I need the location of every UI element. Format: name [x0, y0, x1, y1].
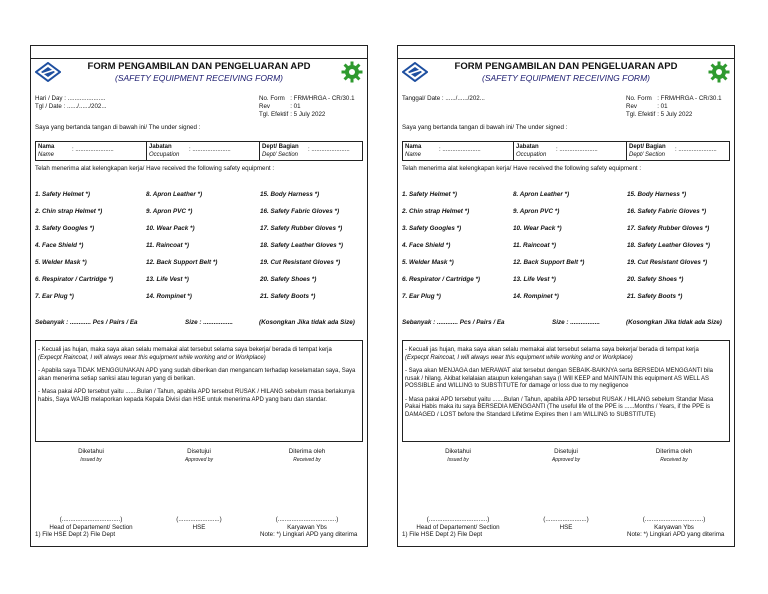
equipment-item[interactable]: 2. Chin strap Helmet *): [35, 208, 103, 215]
equipment-item[interactable]: 19. Cut Resistant Gloves *): [627, 259, 708, 266]
name-label: Nama Name: [405, 144, 422, 158]
signature-section: [35, 444, 363, 546]
equipment-item[interactable]: 19. Cut Resistant Gloves *): [260, 259, 341, 266]
equipment-item[interactable]: 12. Back Support Belt *): [146, 259, 218, 266]
date-fields[interactable]: [35, 95, 107, 111]
rev-value: : 01: [657, 103, 668, 110]
equipment-item[interactable]: 11. Raincoat *): [146, 242, 189, 249]
day-field[interactable]: Hari / Day : ......................: [35, 95, 106, 102]
signature-line[interactable]: [144, 516, 254, 532]
signature-column: [516, 448, 616, 463]
equipment-item[interactable]: 15. Body Harness *): [260, 191, 320, 198]
quantity-field[interactable]: Sebanyak : ............ Pcs / Pairs / Ea: [402, 319, 505, 326]
equipment-item[interactable]: 5. Welder Mask *): [402, 259, 454, 266]
date-field[interactable]: Tanggal/ Date : ....../....../202...: [402, 95, 485, 102]
form-subtitle: (SAFETY EQUIPMENT RECEIVING FORM): [482, 73, 650, 83]
size-note: (Kosongkan Jika tidak ada Size): [626, 319, 722, 326]
document-meta: [626, 95, 724, 119]
equipment-item[interactable]: 3. Safety Googles *): [402, 225, 462, 232]
document-meta: [259, 95, 357, 119]
equipment-item[interactable]: 1. Safety Helmet *): [35, 191, 90, 198]
company-logo-icon: [35, 62, 61, 82]
quantity-field[interactable]: Sebanyak : ............ Pcs / Pairs / Ea: [35, 319, 138, 326]
equipment-item[interactable]: 12. Back Support Belt *): [513, 259, 585, 266]
signature-label: Diterima oleh: [288, 448, 326, 455]
term-usage: - Apabila saya TIDAK MENGGUNAKAN APD yang sudah diberikan dan mengancam terhadap keselamatan saya, Saya akan menerima setiap sanksi atau teguran yang di berikan.: [38, 368, 356, 382]
dept-label: Dept/ Bagian Dept/ Section: [259, 142, 299, 161]
signature-dots: (..................................): [275, 516, 339, 523]
equipment-item[interactable]: 11. Raincoat *): [513, 242, 556, 249]
occupation-field[interactable]: : .......................: [556, 147, 598, 153]
signature-role: HSE: [192, 524, 206, 531]
occupation-label: Jabatan Occupation: [146, 142, 179, 161]
signature-column: [408, 448, 508, 463]
signature-sublabel: Approved by: [551, 457, 581, 463]
signature-section: [402, 444, 730, 546]
equipment-item[interactable]: 5. Welder Mask *): [35, 259, 87, 266]
gear-icon: [708, 61, 730, 83]
size-field[interactable]: Size : .................: [185, 319, 233, 326]
gear-icon: [341, 61, 363, 83]
no-form-value: : FRM/HRGA - CR/30.1: [290, 95, 355, 102]
header-rule: [31, 58, 367, 59]
rev-label: Rev: [259, 103, 271, 110]
effective-date-value: : 5 July 2022: [657, 111, 693, 118]
signature-column: [41, 448, 141, 463]
terms-box: [35, 340, 363, 442]
equipment-item[interactable]: 16. Safety Fabric Gloves *): [627, 208, 707, 215]
equipment-item[interactable]: 3. Safety Googles *): [35, 225, 95, 232]
company-logo-icon: [402, 62, 428, 82]
name-field[interactable]: : .......................: [72, 147, 114, 153]
equipment-item[interactable]: 10. Wear Pack *): [146, 225, 195, 232]
signature-dots: (..................................): [426, 516, 490, 523]
equipment-item[interactable]: 6. Respirator / Cartridge *): [35, 276, 114, 283]
equipment-item[interactable]: 16. Safety Fabric Gloves *): [260, 208, 340, 215]
equipment-item[interactable]: 18. Safety Leather Gloves *): [627, 242, 710, 249]
signature-sublabel: Issued by: [447, 457, 469, 463]
signature-label: Diterima oleh: [655, 448, 693, 455]
apd-form: [30, 45, 368, 547]
size-field[interactable]: Size : .................: [552, 319, 600, 326]
signature-sublabel: Approved by: [184, 457, 214, 463]
signature-label: Disetujui: [554, 448, 578, 455]
equipment-item[interactable]: 8. Apron Leather *): [146, 191, 203, 198]
form-title: FORM PENGAMBILAN DAN PENGELUARAN APD: [454, 61, 678, 72]
identity-table: [402, 141, 730, 161]
equipment-item[interactable]: 20. Safety Shoes *): [260, 276, 317, 283]
equipment-item[interactable]: 4. Face Shield *): [402, 242, 451, 249]
size-note: (Kosongkan Jika tidak ada Size): [259, 319, 355, 326]
equipment-item[interactable]: 20. Safety Shoes *): [627, 276, 684, 283]
effective-date-label: Tgl. Efektif: [626, 111, 656, 118]
signature-role: HSE: [559, 524, 573, 531]
equipment-item[interactable]: 17. Safety Rubber Gloves *): [260, 225, 343, 232]
signature-role: Karyawan Ybs: [287, 524, 327, 531]
equipment-item[interactable]: 1. Safety Helmet *): [402, 191, 457, 198]
identity-table: [35, 141, 363, 161]
signature-dots: (........................): [176, 516, 222, 523]
term-usage: - Saya akan MENJAGA dan MERAWAT alat tersebut dengan SEBAIK-BAIKNYA serta BERSEDIA MENGGANTI bila rusak / hilang. Akibat kelalaian ataupun kelengahan saya (I Will KEEP and MAINTAIN this equipment AS WELL AS POSSIBLE and WILLING to SUBSTITUTE for damage or loss due to my negligence: [405, 368, 714, 389]
signature-sublabel: Issued by: [80, 457, 102, 463]
signature-line[interactable]: [619, 516, 729, 532]
signature-label: Diketahui: [445, 448, 471, 455]
footer-note: Note: *) Lingkari APD yang diterima: [260, 531, 358, 538]
file-distribution: 1) File HSE Dept 2) File Dept: [402, 531, 483, 538]
equipment-item[interactable]: 2. Chin strap Helmet *): [402, 208, 470, 215]
signature-column: [149, 448, 249, 463]
signature-role: Karyawan Ybs: [654, 524, 694, 531]
occupation-label: Jabatan Occupation: [513, 142, 546, 161]
terms-box: [402, 340, 730, 442]
occupation-field[interactable]: : .......................: [189, 147, 231, 153]
equipment-item[interactable]: 21. Safety Boots *): [627, 293, 683, 300]
signature-column: [624, 448, 724, 463]
signature-line[interactable]: [511, 516, 621, 532]
effective-date-label: Tgl. Efektif: [259, 111, 289, 118]
form-title: FORM PENGAMBILAN DAN PENGELUARAN APD: [87, 61, 311, 72]
signature-label: Diketahui: [78, 448, 104, 455]
name-field[interactable]: : .......................: [439, 147, 481, 153]
equipment-item[interactable]: 8. Apron Leather *): [513, 191, 570, 198]
rev-value: : 01: [290, 103, 301, 110]
footer-note: Note: *) Lingkari APD yang diterima: [627, 531, 725, 538]
date-field[interactable]: Tgl / Date : ....../....../202...: [35, 103, 107, 110]
equipment-item[interactable]: 13. Life Vest *): [513, 276, 556, 283]
header-rule: [398, 58, 734, 59]
no-form-label: No. Form: [626, 95, 652, 102]
signature-sublabel: Received by: [293, 457, 321, 463]
form-subtitle: (SAFETY EQUIPMENT RECEIVING FORM): [115, 73, 283, 83]
effective-date-value: : 5 July 2022: [290, 111, 326, 118]
signature-label: Disetujui: [187, 448, 211, 455]
signature-dots: (........................): [543, 516, 589, 523]
signature-dots: (..................................): [59, 516, 123, 523]
equipment-item[interactable]: 21. Safety Boots *): [260, 293, 316, 300]
apd-form: [397, 45, 735, 547]
equipment-item[interactable]: 14. Rompinet *): [146, 293, 192, 300]
dept-field[interactable]: : .......................: [308, 147, 350, 153]
term-raincoat: - Kecuali jas hujan, maka saya akan selalu memakai alat tersebut selama saya bekerja/ berada di tempat kerja (Expecpt Raincoat, I will always wear this equipment while working and or Workplace): [38, 347, 332, 361]
term-lifetime: - Masa pakai APD tersebut yaitu .......Bulan / Tahun, apabila APD tersebut RUSAK / HILANG sebelum Standar Masa Pakai Habis maka itu saya BERSEDIA MENGGANTI (The useful life of the PPE is ......Months / Years, if the PPE is DAMAGED / LOST before the Standard Lifetime Expires then I am WILLING to SUBSTITUTE): [405, 396, 714, 418]
signature-role: Head of Departement/ Section: [416, 524, 500, 531]
equipment-item[interactable]: 9. Apron PVC *): [513, 208, 560, 215]
dept-field[interactable]: : .......................: [675, 147, 717, 153]
equipment-item[interactable]: 7. Ear Plug *): [35, 293, 74, 300]
signature-line[interactable]: [403, 516, 513, 532]
signature-role: Head of Departement/ Section: [49, 524, 133, 531]
undersigned-text: Saya yang bertanda tangan di bawah ini/ The under signed :: [402, 124, 568, 131]
received-text: Telah menerima alat kelengkapan kerja/ Have received the following safety equipment :: [402, 165, 642, 172]
signature-line[interactable]: [252, 516, 362, 532]
rev-label: Rev: [626, 103, 638, 110]
equipment-item[interactable]: 18. Safety Leather Gloves *): [260, 242, 343, 249]
received-text: Telah menerima alat kelengkapan kerja/ Have received the following safety equipment :: [35, 165, 275, 172]
no-form-label: No. Form: [259, 95, 285, 102]
signature-line[interactable]: [36, 516, 146, 532]
dept-label: Dept/ Bagian Dept/ Section: [626, 142, 666, 161]
equipment-item[interactable]: 9. Apron PVC *): [146, 208, 193, 215]
no-form-value: : FRM/HRGA - CR/30.1: [657, 95, 722, 102]
term-raincoat: - Kecuali jas hujan, maka saya akan selalu memakai alat tersebut selama saya bekerja/ berada di tempat kerja (Expecpt Raincoat, I will always wear this equipment while working and or Workplace): [405, 347, 699, 361]
equipment-item[interactable]: 15. Body Harness *): [627, 191, 687, 198]
name-label: Nama Name: [38, 144, 55, 158]
equipment-item[interactable]: 7. Ear Plug *): [402, 293, 441, 300]
equipment-item[interactable]: 17. Safety Rubber Gloves *): [627, 225, 710, 232]
undersigned-text: Saya yang bertanda tangan di bawah ini/ The under signed :: [35, 124, 201, 131]
equipment-item[interactable]: 6. Respirator / Cartridge *): [402, 276, 481, 283]
signature-dots: (..................................): [642, 516, 706, 523]
file-distribution: 1) File HSE Dept 2) File Dept: [35, 531, 116, 538]
term-lifetime: - Masa pakai APD tersebut yaitu .......Bulan / Tahun, apabila APD tersebut RUSAK / HILANG sebelum masa berlakunya habis, Saya WAJIB melaporkan kepada Kepala Divisi dan HSE untuk menerima APD yang baru dan standar.: [38, 389, 355, 403]
signature-sublabel: Received by: [660, 457, 688, 463]
equipment-item[interactable]: 13. Life Vest *): [146, 276, 189, 283]
signature-column: [257, 448, 357, 463]
equipment-item[interactable]: 4. Face Shield *): [35, 242, 84, 249]
date-fields[interactable]: [402, 95, 485, 103]
equipment-item[interactable]: 14. Rompinet *): [513, 293, 559, 300]
equipment-item[interactable]: 10. Wear Pack *): [513, 225, 562, 232]
